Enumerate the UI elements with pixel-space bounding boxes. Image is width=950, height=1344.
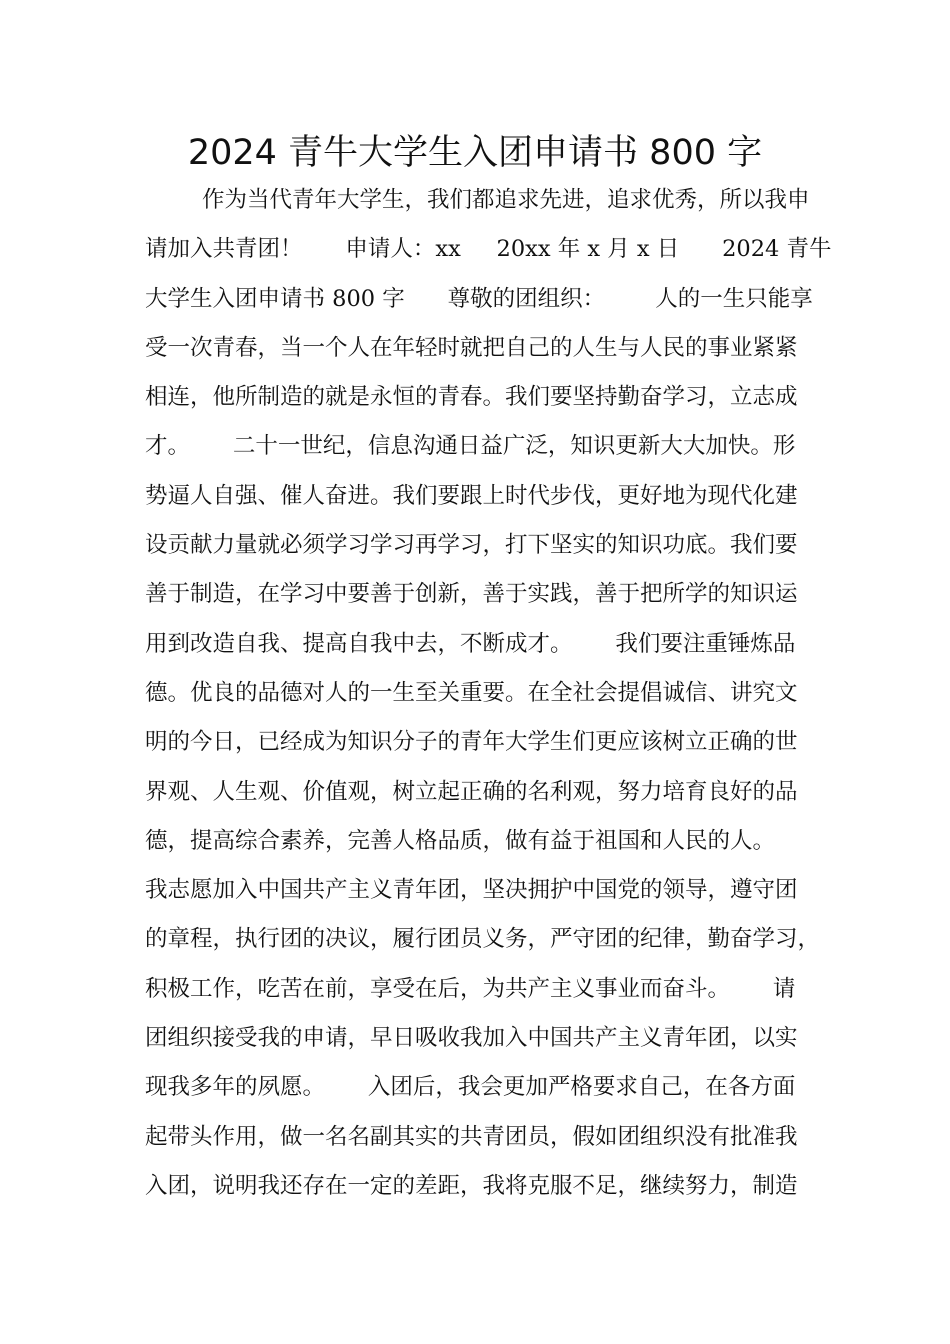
body-line-text: 设贡献力量就必须学习学习再学习，打下坚实的知识功底。我们要 [145,532,798,559]
body-line [0,1162,950,1211]
body-line-text: 现我多年的夙愿。 入团后，我会更加严格要求自己，在各方面 [145,1074,796,1101]
body-line [0,521,950,570]
body-line [0,866,950,915]
body-line-text: 入团，说明我还存在一定的差距，我将克服不足，继续努力，制造 [145,1172,798,1199]
body-line-text: 积极工作，吃苦在前，享受在后，为共产主义事业而奋斗。 请 [145,975,796,1002]
body-line [0,1113,950,1162]
body-line [0,965,950,1014]
document-title: 2024 青牛大学生入团申请书 800 字 [187,133,763,173]
body-line-text: 作为当代青年大学生，我们都追求先进，追求优秀，所以我申 [202,187,810,213]
body-line-text: 相连，他所制造的就是永恒的青春。我们要坚持勤奋学习，立志成 [145,384,798,411]
document-body [0,176,950,1211]
body-line [0,373,950,422]
body-line-text: 界观、人生观、价值观，树立起正确的名利观，努力培育良好的品 [145,778,798,805]
body-line-text: 德。优良的品德对人的一生至关重要。在全社会提倡诚信、讲究文 [145,679,798,706]
body-line [0,275,950,324]
body-line-text: 明的今日，已经成为知识分子的青年大学生们更应该树立正确的世 [145,729,798,756]
body-line-text: 起带头作用，做一名名副其实的共青团员，假如团组织没有批准我 [145,1123,798,1150]
body-line [0,176,950,225]
body-line [0,1063,950,1112]
body-line [0,324,950,373]
body-line-text: 用到改造自我、提高自我中去，不断成才。 我们要注重锤炼品 [145,630,796,657]
body-line [0,915,950,964]
body-line [0,225,950,274]
body-line-text: 大学生入团申请书 800 字 尊敬的团组织： 人的一生只能享 [145,285,813,312]
body-line-text: 受一次青春，当一个人在年轻时就把自己的人生与人民的事业紧紧 [145,334,798,361]
body-line [0,472,950,521]
body-line [0,620,950,669]
body-line-text: 德，提高综合素养，完善人格品质，做有益于祖国和人民的人。 [145,827,776,854]
body-line [0,669,950,718]
body-line [0,817,950,866]
body-line-text: 势逼人自强、催人奋进。我们要跟上时代步伐，更好地为现代化建 [145,482,798,509]
body-line-text: 才。 二十一世纪，信息沟通日益广泛，知识更新大大加快。形 [145,433,796,460]
body-line-text: 善于制造，在学习中要善于创新，善于实践，善于把所学的知识运 [145,581,798,608]
body-line [0,1014,950,1063]
body-line-text: 团组织接受我的申请，早日吸收我加入中国共产主义青年团，以实 [145,1025,798,1052]
body-line [0,570,950,619]
body-line [0,718,950,767]
body-line [0,422,950,471]
body-line-text: 我志愿加入中国共产主义青年团，坚决拥护中国党的领导，遵守团 [145,877,798,904]
body-line [0,768,950,817]
body-line-text: 请加入共青团！ 申请人：xx 20xx 年 x 月 x 日 2024 青牛 [145,236,832,263]
body-line-text: 的章程，执行团的决议，履行团员义务，严守团的纪律，勤奋学习， [145,926,821,953]
